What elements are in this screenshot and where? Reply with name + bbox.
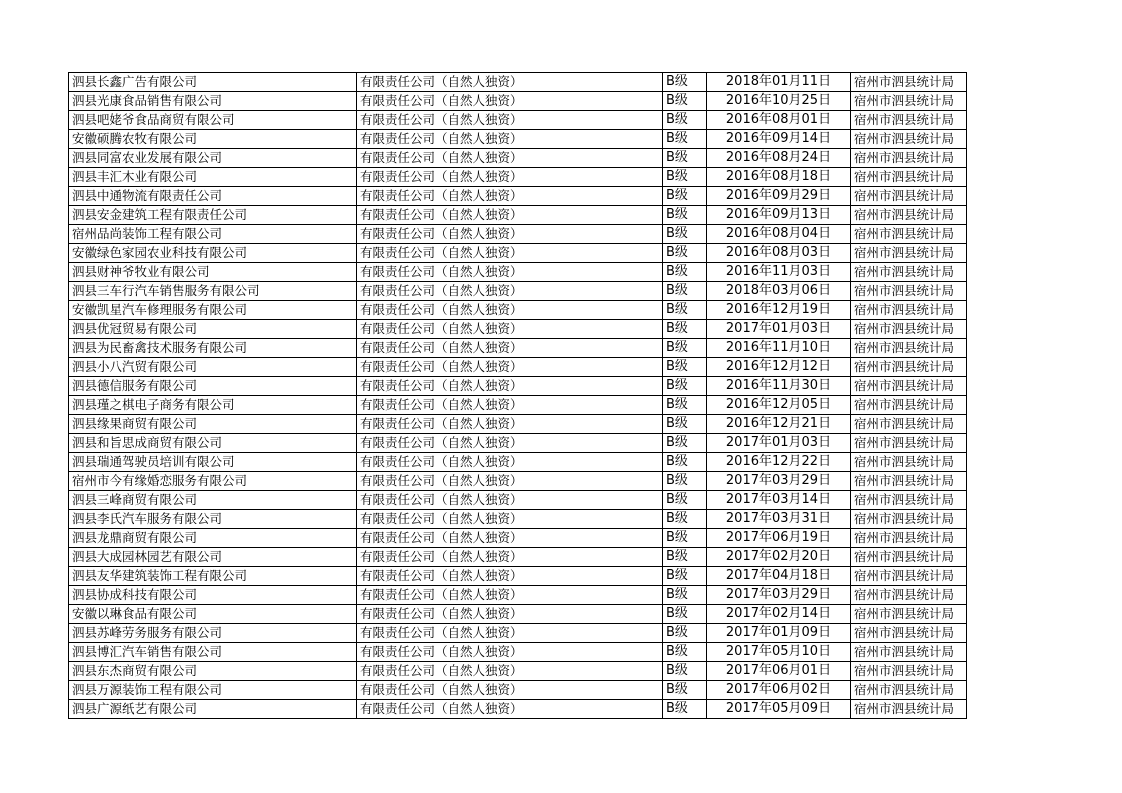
grade-cell: B级: [663, 358, 707, 377]
date-cell: 2017年03月29日: [707, 472, 851, 491]
table-row: [69, 263, 967, 282]
company-type-cell: 有限责任公司（自然人独资）: [357, 529, 663, 548]
date-cell: 2016年12月05日: [707, 396, 851, 415]
company-name-cell: 安徽凯星汽车修理服务有限公司: [69, 301, 357, 320]
company-name-cell: 泗县长鑫广告有限公司: [69, 73, 357, 92]
company-type-cell: 有限责任公司（自然人独资）: [357, 149, 663, 168]
authority-cell: 宿州市泗县统计局: [851, 434, 967, 453]
company-name-cell: 泗县龙鼎商贸有限公司: [69, 529, 357, 548]
grade-cell: B级: [663, 206, 707, 225]
company-type-cell: 有限责任公司（自然人独资）: [357, 567, 663, 586]
table-row: [69, 73, 967, 92]
date-cell: 2016年09月29日: [707, 187, 851, 206]
grade-cell: B级: [663, 415, 707, 434]
authority-cell: 宿州市泗县统计局: [851, 206, 967, 225]
date-cell: 2016年11月10日: [707, 339, 851, 358]
grade-cell: B级: [663, 73, 707, 92]
authority-cell: 宿州市泗县统计局: [851, 472, 967, 491]
grade-cell: B级: [663, 301, 707, 320]
company-name-cell: 泗县博汇汽车销售有限公司: [69, 643, 357, 662]
date-cell: 2016年11月30日: [707, 377, 851, 396]
date-cell: 2016年08月24日: [707, 149, 851, 168]
company-type-cell: 有限责任公司（自然人独资）: [357, 244, 663, 263]
company-name-cell: 泗县三峰商贸有限公司: [69, 491, 357, 510]
company-name-cell: 泗县丰汇木业有限公司: [69, 168, 357, 187]
date-cell: 2017年02月14日: [707, 605, 851, 624]
table-row: [69, 168, 967, 187]
company-name-cell: 泗县瑞通驾驶员培训有限公司: [69, 453, 357, 472]
company-type-cell: 有限责任公司（自然人独资）: [357, 358, 663, 377]
company-type-cell: 有限责任公司（自然人独资）: [357, 225, 663, 244]
grade-cell: B级: [663, 92, 707, 111]
authority-cell: 宿州市泗县统计局: [851, 377, 967, 396]
authority-cell: 宿州市泗县统计局: [851, 548, 967, 567]
table-row: [69, 548, 967, 567]
credit-rating-table: [68, 72, 967, 719]
table-row: [69, 529, 967, 548]
company-name-cell: 泗县瑾之棋电子商务有限公司: [69, 396, 357, 415]
company-name-cell: 泗县苏峰劳务服务有限公司: [69, 624, 357, 643]
table-row: [69, 472, 967, 491]
company-name-cell: 泗县中通物流有限责任公司: [69, 187, 357, 206]
grade-cell: B级: [663, 130, 707, 149]
grade-cell: B级: [663, 244, 707, 263]
grade-cell: B级: [663, 605, 707, 624]
grade-cell: B级: [663, 681, 707, 700]
company-type-cell: 有限责任公司（自然人独资）: [357, 415, 663, 434]
company-type-cell: 有限责任公司（自然人独资）: [357, 73, 663, 92]
company-type-cell: 有限责任公司（自然人独资）: [357, 111, 663, 130]
company-name-cell: 泗县小八汽贸有限公司: [69, 358, 357, 377]
company-name-cell: 宿州市今有缘婚恋服务有限公司: [69, 472, 357, 491]
company-type-cell: 有限责任公司（自然人独资）: [357, 510, 663, 529]
grade-cell: B级: [663, 149, 707, 168]
grade-cell: B级: [663, 453, 707, 472]
grade-cell: B级: [663, 643, 707, 662]
date-cell: 2017年01月03日: [707, 434, 851, 453]
company-type-cell: 有限责任公司（自然人独资）: [357, 624, 663, 643]
company-name-cell: 安徽硕腾农牧有限公司: [69, 130, 357, 149]
authority-cell: 宿州市泗县统计局: [851, 225, 967, 244]
authority-cell: 宿州市泗县统计局: [851, 149, 967, 168]
company-type-cell: 有限责任公司（自然人独资）: [357, 472, 663, 491]
authority-cell: 宿州市泗县统计局: [851, 510, 967, 529]
company-name-cell: 泗县为民畜禽技术服务有限公司: [69, 339, 357, 358]
date-cell: 2017年06月02日: [707, 681, 851, 700]
date-cell: 2016年12月22日: [707, 453, 851, 472]
company-name-cell: 泗县吧姥爷食品商贸有限公司: [69, 111, 357, 130]
date-cell: 2017年06月19日: [707, 529, 851, 548]
company-name-cell: 泗县协成科技有限公司: [69, 586, 357, 605]
table-row: [69, 491, 967, 510]
company-type-cell: 有限责任公司（自然人独资）: [357, 681, 663, 700]
authority-cell: 宿州市泗县统计局: [851, 491, 967, 510]
grade-cell: B级: [663, 700, 707, 719]
table-row: [69, 339, 967, 358]
authority-cell: 宿州市泗县统计局: [851, 586, 967, 605]
date-cell: 2016年08月01日: [707, 111, 851, 130]
table-row: [69, 567, 967, 586]
date-cell: 2016年08月18日: [707, 168, 851, 187]
authority-cell: 宿州市泗县统计局: [851, 263, 967, 282]
company-type-cell: 有限责任公司（自然人独资）: [357, 453, 663, 472]
company-name-cell: 泗县万源装饰工程有限公司: [69, 681, 357, 700]
company-name-cell: 泗县同富农业发展有限公司: [69, 149, 357, 168]
table-row: [69, 206, 967, 225]
company-type-cell: 有限责任公司（自然人独资）: [357, 548, 663, 567]
authority-cell: 宿州市泗县统计局: [851, 605, 967, 624]
date-cell: 2016年08月03日: [707, 244, 851, 263]
company-type-cell: 有限责任公司（自然人独资）: [357, 586, 663, 605]
date-cell: 2018年01月11日: [707, 73, 851, 92]
company-type-cell: 有限责任公司（自然人独资）: [357, 700, 663, 719]
authority-cell: 宿州市泗县统计局: [851, 130, 967, 149]
company-name-cell: 宿州品尚装饰工程有限公司: [69, 225, 357, 244]
date-cell: 2017年01月09日: [707, 624, 851, 643]
date-cell: 2016年08月04日: [707, 225, 851, 244]
company-type-cell: 有限责任公司（自然人独资）: [357, 434, 663, 453]
date-cell: 2017年02月20日: [707, 548, 851, 567]
date-cell: 2017年06月01日: [707, 662, 851, 681]
company-type-cell: 有限责任公司（自然人独资）: [357, 301, 663, 320]
company-type-cell: 有限责任公司（自然人独资）: [357, 263, 663, 282]
table-row: [69, 700, 967, 719]
authority-cell: 宿州市泗县统计局: [851, 415, 967, 434]
authority-cell: 宿州市泗县统计局: [851, 358, 967, 377]
grade-cell: B级: [663, 491, 707, 510]
company-type-cell: 有限责任公司（自然人独资）: [357, 130, 663, 149]
company-type-cell: 有限责任公司（自然人独资）: [357, 605, 663, 624]
table-row: [69, 130, 967, 149]
company-name-cell: 安徽绿色家园农业科技有限公司: [69, 244, 357, 263]
company-name-cell: 泗县三车行汽车销售服务有限公司: [69, 282, 357, 301]
table-row: [69, 187, 967, 206]
grade-cell: B级: [663, 567, 707, 586]
grade-cell: B级: [663, 396, 707, 415]
table-row: [69, 92, 967, 111]
grade-cell: B级: [663, 339, 707, 358]
company-name-cell: 泗县优冠贸易有限公司: [69, 320, 357, 339]
authority-cell: 宿州市泗县统计局: [851, 282, 967, 301]
grade-cell: B级: [663, 168, 707, 187]
company-type-cell: 有限责任公司（自然人独资）: [357, 92, 663, 111]
authority-cell: 宿州市泗县统计局: [851, 187, 967, 206]
table-body: [69, 73, 967, 719]
authority-cell: 宿州市泗县统计局: [851, 396, 967, 415]
grade-cell: B级: [663, 472, 707, 491]
table-row: [69, 434, 967, 453]
date-cell: 2018年03月06日: [707, 282, 851, 301]
grade-cell: B级: [663, 225, 707, 244]
company-name-cell: 泗县李氏汽车服务有限公司: [69, 510, 357, 529]
table-row: [69, 282, 967, 301]
table-row: [69, 301, 967, 320]
date-cell: 2017年01月03日: [707, 320, 851, 339]
company-name-cell: 泗县友华建筑装饰工程有限公司: [69, 567, 357, 586]
table-row: [69, 643, 967, 662]
company-type-cell: 有限责任公司（自然人独资）: [357, 491, 663, 510]
authority-cell: 宿州市泗县统计局: [851, 643, 967, 662]
grade-cell: B级: [663, 377, 707, 396]
date-cell: 2017年05月09日: [707, 700, 851, 719]
grade-cell: B级: [663, 510, 707, 529]
authority-cell: 宿州市泗县统计局: [851, 244, 967, 263]
company-type-cell: 有限责任公司（自然人独资）: [357, 168, 663, 187]
grade-cell: B级: [663, 320, 707, 339]
company-name-cell: 泗县德信服务有限公司: [69, 377, 357, 396]
date-cell: 2016年09月13日: [707, 206, 851, 225]
date-cell: 2016年10月25日: [707, 92, 851, 111]
company-type-cell: 有限责任公司（自然人独资）: [357, 662, 663, 681]
authority-cell: 宿州市泗县统计局: [851, 529, 967, 548]
company-type-cell: 有限责任公司（自然人独资）: [357, 396, 663, 415]
company-name-cell: 安徽以琳食品有限公司: [69, 605, 357, 624]
table-row: [69, 662, 967, 681]
authority-cell: 宿州市泗县统计局: [851, 567, 967, 586]
date-cell: 2016年11月03日: [707, 263, 851, 282]
authority-cell: 宿州市泗县统计局: [851, 339, 967, 358]
company-name-cell: 泗县财神爷牧业有限公司: [69, 263, 357, 282]
authority-cell: 宿州市泗县统计局: [851, 624, 967, 643]
company-name-cell: 泗县和旨思成商贸有限公司: [69, 434, 357, 453]
table-row: [69, 320, 967, 339]
authority-cell: 宿州市泗县统计局: [851, 92, 967, 111]
authority-cell: 宿州市泗县统计局: [851, 662, 967, 681]
authority-cell: 宿州市泗县统计局: [851, 681, 967, 700]
date-cell: 2017年03月29日: [707, 586, 851, 605]
authority-cell: 宿州市泗县统计局: [851, 453, 967, 472]
grade-cell: B级: [663, 624, 707, 643]
date-cell: 2017年05月10日: [707, 643, 851, 662]
company-name-cell: 泗县东杰商贸有限公司: [69, 662, 357, 681]
grade-cell: B级: [663, 548, 707, 567]
company-name-cell: 泗县大成园林园艺有限公司: [69, 548, 357, 567]
table-row: [69, 586, 967, 605]
date-cell: 2017年04月18日: [707, 567, 851, 586]
table-row: [69, 396, 967, 415]
grade-cell: B级: [663, 434, 707, 453]
company-type-cell: 有限责任公司（自然人独资）: [357, 320, 663, 339]
table-row: [69, 605, 967, 624]
table-row: [69, 624, 967, 643]
company-name-cell: 泗县广源纸艺有限公司: [69, 700, 357, 719]
company-name-cell: 泗县缘果商贸有限公司: [69, 415, 357, 434]
date-cell: 2016年12月19日: [707, 301, 851, 320]
grade-cell: B级: [663, 586, 707, 605]
authority-cell: 宿州市泗县统计局: [851, 111, 967, 130]
authority-cell: 宿州市泗县统计局: [851, 301, 967, 320]
grade-cell: B级: [663, 187, 707, 206]
table-row: [69, 681, 967, 700]
company-type-cell: 有限责任公司（自然人独资）: [357, 282, 663, 301]
authority-cell: 宿州市泗县统计局: [851, 73, 967, 92]
authority-cell: 宿州市泗县统计局: [851, 320, 967, 339]
table-row: [69, 377, 967, 396]
table-row: [69, 453, 967, 472]
date-cell: 2016年12月21日: [707, 415, 851, 434]
authority-cell: 宿州市泗县统计局: [851, 700, 967, 719]
table-row: [69, 415, 967, 434]
table-row: [69, 149, 967, 168]
grade-cell: B级: [663, 111, 707, 130]
grade-cell: B级: [663, 529, 707, 548]
grade-cell: B级: [663, 662, 707, 681]
table-row: [69, 111, 967, 130]
date-cell: 2016年09月14日: [707, 130, 851, 149]
company-type-cell: 有限责任公司（自然人独资）: [357, 206, 663, 225]
table-row: [69, 244, 967, 263]
date-cell: 2017年03月31日: [707, 510, 851, 529]
grade-cell: B级: [663, 282, 707, 301]
company-type-cell: 有限责任公司（自然人独资）: [357, 643, 663, 662]
table-row: [69, 225, 967, 244]
date-cell: 2017年03月14日: [707, 491, 851, 510]
company-type-cell: 有限责任公司（自然人独资）: [357, 339, 663, 358]
table-row: [69, 358, 967, 377]
company-type-cell: 有限责任公司（自然人独资）: [357, 377, 663, 396]
company-name-cell: 泗县光康食品销售有限公司: [69, 92, 357, 111]
grade-cell: B级: [663, 263, 707, 282]
date-cell: 2016年12月12日: [707, 358, 851, 377]
company-type-cell: 有限责任公司（自然人独资）: [357, 187, 663, 206]
company-name-cell: 泗县安金建筑工程有限责任公司: [69, 206, 357, 225]
table-row: [69, 510, 967, 529]
authority-cell: 宿州市泗县统计局: [851, 168, 967, 187]
